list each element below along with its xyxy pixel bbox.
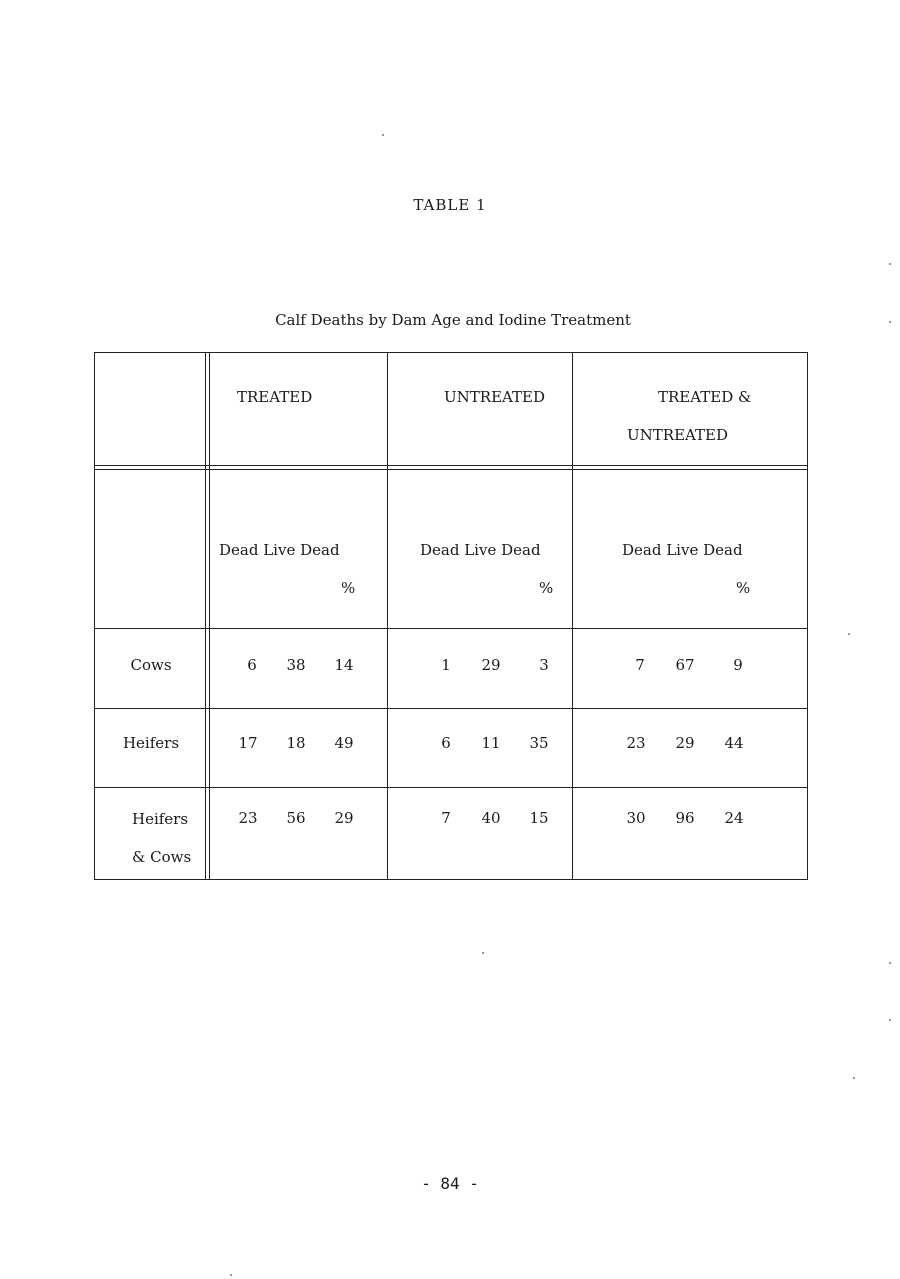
table-cell: 96 bbox=[675, 809, 695, 827]
row-label-heifers: Heifers bbox=[122, 734, 180, 752]
row-label-heifers-cows: Heifers bbox=[132, 810, 189, 828]
scan-speck bbox=[382, 134, 384, 136]
scan-speck bbox=[889, 962, 891, 964]
table-cell: 11 bbox=[481, 734, 501, 752]
subheader-label: Dead Live Dead bbox=[622, 541, 743, 559]
subheader-label: Dead Live Dead bbox=[420, 541, 541, 559]
table-cell: 14 bbox=[334, 656, 354, 674]
table-cell: 3 bbox=[539, 656, 549, 674]
subheader-label: Dead Live Dead bbox=[219, 541, 340, 559]
table-cell: 9 bbox=[733, 656, 743, 674]
subheader-percent: % bbox=[539, 579, 554, 597]
row-label-cows: Cows bbox=[130, 656, 172, 674]
group-header-combined: TREATED & bbox=[658, 388, 752, 406]
table-cell: 24 bbox=[724, 809, 744, 827]
table-rule bbox=[95, 787, 807, 788]
table-cell: 44 bbox=[724, 734, 744, 752]
table-rule bbox=[95, 469, 807, 470]
row-label-heifers-cows-line2: & Cows bbox=[132, 848, 192, 866]
table-cell: 38 bbox=[286, 656, 306, 674]
table-cell: 6 bbox=[441, 734, 451, 752]
scan-speck bbox=[848, 633, 850, 635]
table-rule bbox=[209, 353, 210, 879]
table-cell: 23 bbox=[626, 734, 646, 752]
table-cell: 18 bbox=[286, 734, 306, 752]
table-cell: 7 bbox=[441, 809, 451, 827]
group-header-treated: TREATED bbox=[237, 388, 313, 406]
subheader-percent: % bbox=[736, 579, 751, 597]
table-caption: Calf Deaths by Dam Age and Iodine Treatment bbox=[275, 311, 631, 329]
page-number: - 84 - bbox=[421, 1174, 479, 1193]
group-header-untreated: UNTREATED bbox=[444, 388, 546, 406]
table-cell: 23 bbox=[238, 809, 258, 827]
table-cell: 40 bbox=[481, 809, 501, 827]
table-cell: 56 bbox=[286, 809, 306, 827]
scan-speck bbox=[853, 1077, 855, 1079]
table-cell: 15 bbox=[529, 809, 549, 827]
scan-speck bbox=[889, 263, 891, 265]
scan-speck bbox=[482, 952, 484, 954]
scan-speck bbox=[889, 1019, 891, 1021]
table-cell: 1 bbox=[441, 656, 451, 674]
table-rule bbox=[387, 353, 388, 879]
table-cell: 6 bbox=[247, 656, 257, 674]
table-rule bbox=[95, 628, 807, 629]
subheader-percent: % bbox=[341, 579, 356, 597]
group-header-combined-line2: UNTREATED bbox=[627, 426, 729, 444]
table-cell: 29 bbox=[675, 734, 695, 752]
table-rule bbox=[95, 708, 807, 709]
scan-speck bbox=[889, 321, 891, 323]
table-rule bbox=[572, 353, 573, 879]
table-cell: 49 bbox=[334, 734, 354, 752]
table-cell: 29 bbox=[334, 809, 354, 827]
table-cell: 29 bbox=[481, 656, 501, 674]
table-cell: 30 bbox=[626, 809, 646, 827]
scan-speck bbox=[230, 1274, 232, 1276]
table-heading: TABLE 1 bbox=[413, 196, 487, 214]
table-rule bbox=[95, 465, 807, 466]
table-cell: 35 bbox=[529, 734, 549, 752]
data-table bbox=[94, 352, 808, 880]
table-cell: 67 bbox=[675, 656, 695, 674]
table-cell: 7 bbox=[635, 656, 645, 674]
table-rule bbox=[205, 353, 206, 879]
table-cell: 17 bbox=[238, 734, 258, 752]
